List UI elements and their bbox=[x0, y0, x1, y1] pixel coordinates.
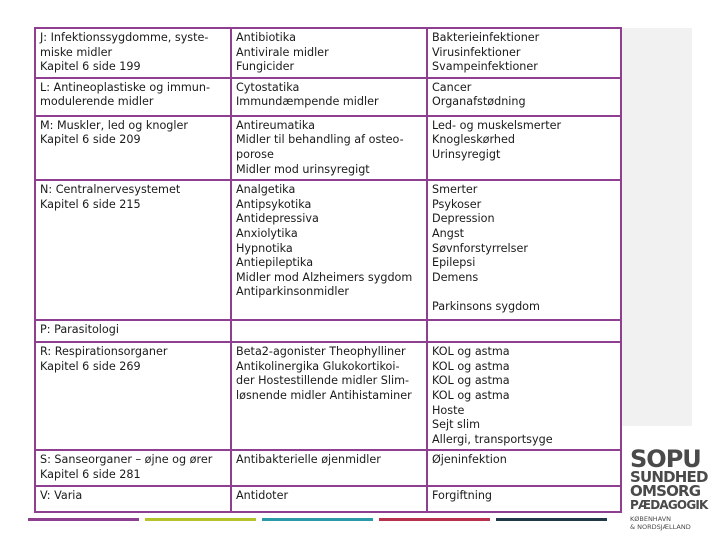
atc-table bbox=[34, 27, 622, 513]
indication-cell bbox=[427, 486, 621, 512]
cell-line: Analgetika bbox=[236, 183, 296, 197]
cell-line: Depression bbox=[432, 212, 495, 226]
logo-paedagogik: PÆDAGOGIK bbox=[630, 498, 708, 512]
table-row bbox=[35, 450, 621, 485]
cell-line: Midler mod urinsyregigt bbox=[236, 162, 370, 176]
cell-line: Beta2-agonister Theophylliner bbox=[236, 345, 406, 359]
table-row bbox=[35, 116, 621, 180]
cell-line: Søvnforstyrrelser bbox=[432, 241, 528, 255]
drug-group-cell bbox=[231, 180, 427, 320]
cell-line: KOL og astma bbox=[432, 345, 510, 359]
cell-line: Antibiotika bbox=[236, 31, 296, 44]
chapter-cell bbox=[35, 180, 231, 320]
indication-cell bbox=[427, 28, 621, 78]
drug-group-cell bbox=[231, 116, 427, 180]
cell-line: R: Respirationsorganer bbox=[40, 345, 168, 359]
table-row bbox=[35, 78, 621, 116]
chapter-cell bbox=[35, 320, 231, 342]
cell-line: KOL og astma bbox=[432, 374, 510, 388]
chapter-cell bbox=[35, 486, 231, 512]
cell-line: Allergi, transportsyge bbox=[432, 432, 553, 446]
cell-line: KOL og astma bbox=[432, 359, 510, 373]
cell-line: Sejt slim bbox=[432, 418, 480, 432]
cell-line: Angst bbox=[432, 226, 465, 240]
background-panel bbox=[620, 28, 692, 426]
cell-line: J: Infektionssygdomme, syste- bbox=[40, 31, 209, 44]
cell-line: Smerter bbox=[432, 183, 478, 197]
footer-bar-green bbox=[145, 518, 256, 521]
cell-line: Bakterieinfektioner bbox=[432, 31, 540, 44]
drug-group-cell bbox=[231, 28, 427, 78]
table-row bbox=[35, 486, 621, 512]
cell-line: Organafstødning bbox=[432, 95, 526, 109]
cell-line: L: Antineoplastiske og immun- bbox=[40, 80, 210, 94]
drug-group-cell bbox=[231, 486, 427, 512]
cell-line: Kapitel 6 side 215 bbox=[40, 197, 141, 211]
cell-line: der Hostestillende midler Slim- bbox=[236, 374, 410, 388]
cell-line: Knogleskørhed bbox=[432, 133, 515, 147]
footer-bar-teal bbox=[262, 518, 373, 521]
indication-cell bbox=[427, 116, 621, 180]
cell-line: modulerende midler bbox=[40, 95, 154, 109]
logo-omsorg: OMSORG bbox=[630, 482, 701, 500]
cell-line: Kapitel 6 side 281 bbox=[40, 467, 141, 481]
cell-line: Svampeinfektioner bbox=[432, 60, 538, 74]
cell-line: M: Muskler, led og knogler bbox=[40, 118, 188, 132]
chapter-cell bbox=[35, 78, 231, 116]
cell-line: Kapitel 6 side 199 bbox=[40, 60, 141, 74]
cell-line: P: Parasitologi bbox=[40, 323, 119, 337]
logo-sundhed: SUNDHED bbox=[630, 468, 708, 486]
cell-line: Midler mod Alzheimers sygdom bbox=[236, 270, 413, 284]
cell-line: Antipsykotika bbox=[236, 197, 312, 211]
footer-bar-navy bbox=[496, 518, 607, 521]
cell-line: Cancer bbox=[432, 80, 472, 94]
cell-line: Antireumatika bbox=[236, 118, 315, 132]
cell-line: Hypnotika bbox=[236, 241, 293, 255]
cell-line: Led- og muskelsmerter bbox=[432, 118, 562, 132]
cell-line: Forgiftning bbox=[432, 488, 493, 502]
table-row bbox=[35, 320, 621, 342]
cell-line: Psykoser bbox=[432, 197, 482, 211]
indication-cell bbox=[427, 342, 621, 450]
chapter-cell bbox=[35, 342, 231, 450]
drug-group-cell bbox=[231, 320, 427, 342]
table-row bbox=[35, 342, 621, 450]
cell-line: Midler til behandling af osteo- bbox=[236, 133, 404, 147]
cell-line: porose bbox=[236, 147, 274, 161]
cell-line: Kapitel 6 side 269 bbox=[40, 359, 141, 373]
cell-line: Anxiolytika bbox=[236, 226, 298, 240]
cell-line: KOL og astma bbox=[432, 388, 510, 402]
cell-line: V: Varia bbox=[40, 488, 83, 502]
cell-line: Cytostatika bbox=[236, 80, 300, 94]
cell-line: Antiparkinsonmidler bbox=[236, 285, 349, 299]
drug-group-cell bbox=[231, 78, 427, 116]
indication-cell bbox=[427, 180, 621, 320]
footer-bar-red bbox=[379, 518, 490, 521]
chapter-cell bbox=[35, 450, 231, 485]
chapter-cell bbox=[35, 116, 231, 180]
cell-line: S: Sanseorganer – øjne og ører bbox=[40, 453, 213, 467]
cell-line: Urinsyregigt bbox=[432, 147, 501, 161]
cell-line: Antivirale midler bbox=[236, 45, 329, 59]
drug-group-cell bbox=[231, 342, 427, 450]
indication-cell bbox=[427, 320, 621, 342]
indication-cell bbox=[427, 450, 621, 485]
cell-line: miske midler bbox=[40, 45, 113, 59]
logo-kobenhavn: KØBENHAVN bbox=[630, 515, 672, 523]
cell-line: Fungicider bbox=[236, 60, 295, 74]
chapter-cell bbox=[35, 28, 231, 78]
cell-line: Antikolinergika Glukokortikoi- bbox=[236, 359, 400, 373]
cell-line: Demens bbox=[432, 270, 479, 284]
cell-line: N: Centralnervesystemet bbox=[40, 183, 181, 197]
cell-line: Epilepsi bbox=[432, 256, 476, 270]
cell-line: Antidepressiva bbox=[236, 212, 319, 226]
logo-sopu: SOPU bbox=[630, 445, 701, 473]
cell-line: Kapitel 6 side 209 bbox=[40, 133, 141, 147]
footer-bar-purple bbox=[28, 518, 139, 521]
cell-line: Antidoter bbox=[236, 488, 289, 502]
logo-nordsjaelland: & NORDSJÆLLAND bbox=[630, 523, 691, 531]
cell-line: Antiepileptika bbox=[236, 256, 314, 270]
cell-line: Immundæmpende midler bbox=[236, 95, 379, 109]
sopu-logo bbox=[630, 445, 710, 531]
drug-group-cell bbox=[231, 450, 427, 485]
cell-line: løsnende midler Antihistaminer bbox=[236, 388, 412, 402]
table-row bbox=[35, 28, 621, 78]
cell-line: Hoste bbox=[432, 403, 465, 417]
cell-line: Virusinfektioner bbox=[432, 45, 521, 59]
cell-line: Antibakterielle øjenmidler bbox=[236, 453, 381, 467]
cell-line: Parkinsons sygdom bbox=[432, 299, 540, 313]
indication-cell bbox=[427, 78, 621, 116]
table-row bbox=[35, 180, 621, 320]
cell-line: Øjeninfektion bbox=[432, 453, 507, 467]
